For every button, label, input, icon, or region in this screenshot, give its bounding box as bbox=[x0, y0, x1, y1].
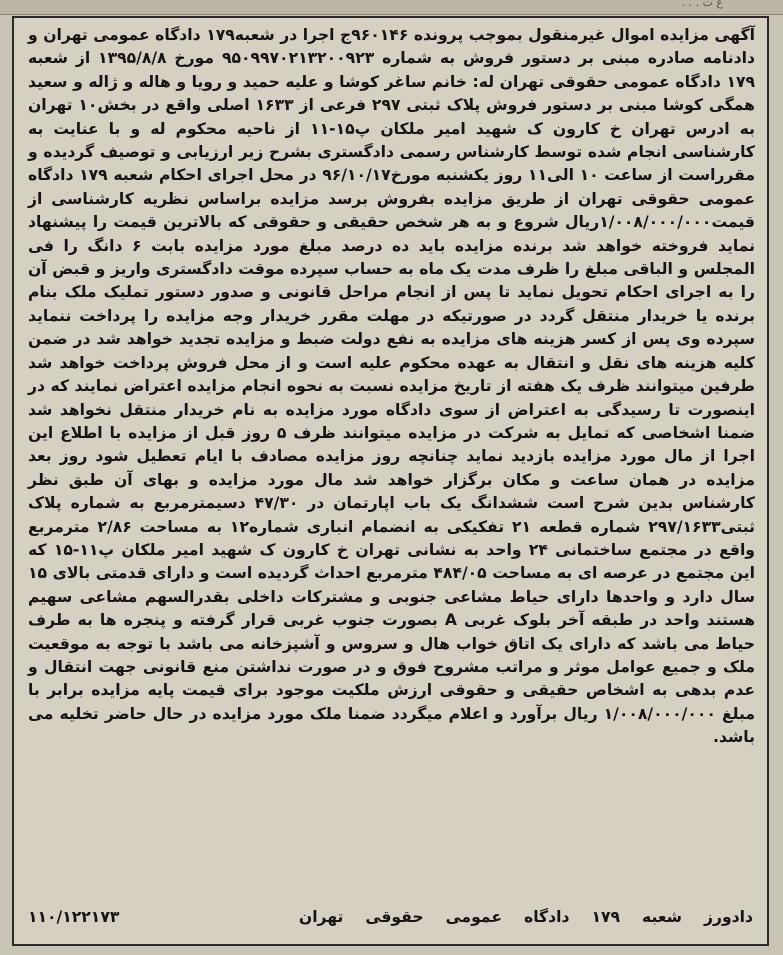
header-fragment: ع ت . . . bbox=[681, 0, 723, 9]
branch-word: شعبه bbox=[642, 908, 682, 926]
general-word: عمومی bbox=[445, 908, 502, 926]
auction-notice bbox=[12, 16, 769, 946]
signature-line bbox=[299, 908, 753, 926]
city-name: تهران bbox=[298, 908, 344, 926]
page-top-strip bbox=[0, 0, 783, 15]
notice-body: آگهی مزایده اموال غیرمنقول بموجب پرونده ۹۶۰۱۴۶ج اجرا در شعبه۱۷۹ دادگاه عمومی تهران و دادنامه صادره مبنی بر دستور فروش به شماره ۹۵۰۹۹۷۰۲۱۳۲۰۰۹۲۳ مورخ ۱۳۹۵/۸/۸ از شعبه ۱۷۹ دادگاه عمومی حقوقی تهران له: خانم ساغر کوشا و علیه حمید و رویا و هاله و ژاله و سعید همگی کوشا مبنی بر دستور فروش پلاک ثبتی ۲۹۷ فرعی از ۱۶۳۳ اصلی واقع در بخش۱۰ تهران به ادرس تهران خ کارون ک شهید امیر ملکان پ۱۵-۱۱ از ناحیه محکوم له و با عنایت به کارشناسی انجام شده توسط کارشناس رسمی دادگستری بشرح زیر ارزیابی و توصیف گردیده و مقرراست از ساعت ۱۰ الی۱۱ روز یکشنبه مورخ۹۶/۱۰/۱۷ در محل اجرای احکام شعبه ۱۷۹ دادگاه عمومی حقوقی تهران از طریق مزایده بفروش برسد مزایده براساس نظریه کارشناسی از قیمت۱/۰۰۸/۰۰۰/۰۰۰ریال شروع و به هر شخص حقیقی و حقوقی که بالاترین قیمت را پیشنهاد نماید فروخته خواهد شد برنده مزایده باید ده درصد مبلغ مورد مزایده بابت ۶ دانگ را فی المجلس و الباقی مبلغ را ظرف مدت یک ماه به حساب سپرده موقت دادگستری واریز و قبض آن را به اجرای احکام تحویل نماید تا پس از انجام مراحل قانونی و صدور دستور تملیک ملک بنام برنده یا خریدار منتقل گردد در صورتیکه در مهلت مقرر خریدار وجه مزایده را پرداخت ننماید سپرده وی پس از کسر هزینه های مزایده به نفع دولت ضبط و مزایده تجدید خواهد شد در ضمن کلیه هزینه های نقل و انتقال به عهده محکوم علیه است و از محل فروش پرداخت خواهد شد طرفین میتوانند ظرف یک هفته از تاریخ مزایده نسبت به نحوه انجام مزایده اعتراض نمایند که در اینصورت تا رسیدگی به اعتراض از سوی دادگاه مورد مزایده به نام خریدار منتقل نخواهد شد ضمنا اشخاصی که تمایل به شرکت در مزایده میتوانند ظرف ۵ روز قبل از مزایده با اطلاع این اجرا از مال مورد مزایده بازدید نماید چنانچه روز مزایده مصادف با ایام تعطیل شود روز بعد مزایده در همان ساعت و مکان برگزار خواهد شد مال مورد مزایده و بهای آن طبق نظر کارشناس بدین شرح است ششدانگ یک باب اپارتمان در ۴۷/۳۰ دسیمترمربع به شماره پلاک ثبتی۲۹۷/۱۶۳۳ شماره قطعه ۲۱ تفکیکی به انضمام انباری شماره۱۲ به مساحت ۲/۸۶ مترمربع واقع در مجتمع ساختمانی ۲۴ واحد به نشانی تهران خ کارون ک شهید امیر ملکان پ۱۱-۱۵ که این مجتمع در عرصه ای به مساحت ۴۸۴/۰۵ مترمربع احداث گردیده است و دارای قدمتی بالای ۱۵ سال دارد و واحدها دارای حیاط مشاعی جنوبی و مشترکات داخلی بقدرالسهم مشاعی سهیم هستند واحد در طبقه آخر بلوک غربی A بصورت جنوب غربی قرار گرفته و پنجره ها به طرف حیاط می باشد که دارای یک اتاق خواب هال و سروس و آشپزخانه می باشد با توجه به موقعیت ملک و جمیع عوامل موثر و مراتب مشروح فوق و در صورت نداشتن منع قانونی جهت انتقال و عدم بدهی به اشخاص حقیقی و حقوقی ارزش ملکیت موجود برای قیمت پایه مزایده برابر با مبلغ ۱/۰۰۸/۰۰۰/۰۰۰ ریال برآورد و اعلام میگردد ضمنا ملک مورد مزایده در حال حاضر تخلیه می باشد. bbox=[28, 26, 756, 747]
branch-number: ۱۷۹ bbox=[591, 908, 621, 926]
notice-footer bbox=[28, 904, 753, 930]
civil-word: حقوقی bbox=[365, 908, 424, 926]
court-word: دادگاه bbox=[523, 908, 570, 926]
reference-number: ۱۱۰/۱۲۲۱۷۳ bbox=[28, 908, 120, 926]
officer-title: دادورز bbox=[704, 908, 753, 926]
